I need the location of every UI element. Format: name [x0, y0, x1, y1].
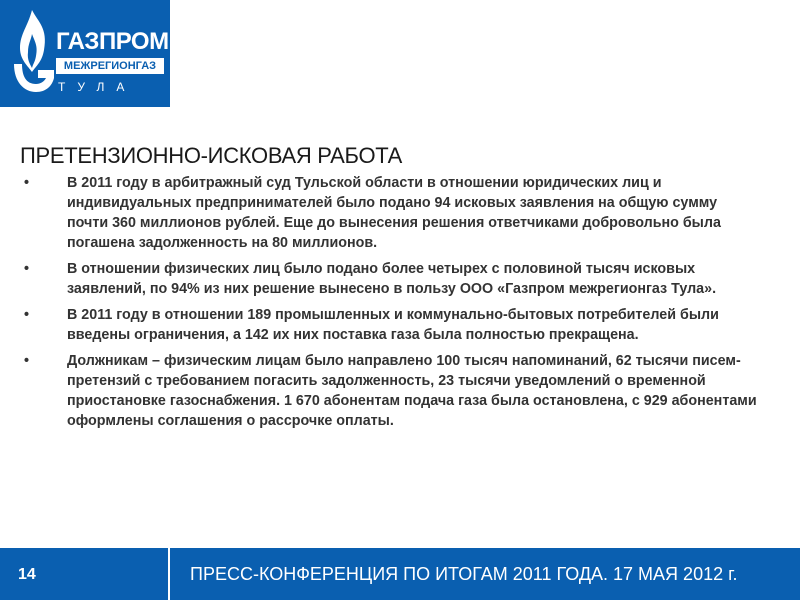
page-title: ПРЕТЕНЗИОННО-ИСКОВАЯ РАБОТА	[20, 143, 403, 168]
header-white-block	[170, 0, 800, 107]
logo-subtitle-text: МЕЖРЕГИОНГАЗ	[56, 58, 164, 74]
footer-bar	[0, 548, 800, 600]
flame-logo-icon	[8, 6, 56, 98]
page-number: 14	[18, 566, 36, 583]
slide-content	[0, 107, 800, 548]
bullet-icon: •	[24, 307, 30, 323]
logo-city-text: ТУЛА	[58, 80, 137, 94]
footer-divider	[168, 548, 170, 600]
bullet-icon: •	[24, 353, 30, 369]
list-item-text: В 2011 году в отношении 189 промышленных и коммунально-бытовых потребителей были введены ограничения, а 142 их них поставка газа была полностью прекращена.	[67, 307, 719, 343]
bullet-list	[0, 173, 790, 437]
list-item	[0, 173, 790, 253]
list-item	[0, 305, 790, 345]
list-item	[0, 259, 790, 299]
bullet-icon: •	[24, 175, 30, 191]
bullet-icon: •	[24, 261, 30, 277]
footer-caption: ПРЕСС-КОНФЕРЕНЦИЯ ПО ИТОГАМ 2011 ГОДА. 17 МАЯ 2012 г.	[190, 564, 738, 584]
list-item	[0, 351, 790, 431]
list-item-text: В отношении физических лиц было подано более четырех с половиной тысяч исковых заявлений, по 94% из них решение вынесено в пользу ООО «Газпром межрегионгаз Тула».	[67, 261, 717, 297]
list-item-text: В 2011 году в арбитражный суд Тульской области в отношении юридических лиц и индивидуальных предпринимателей было подано 94 исковых заявления на общую сумму почти 360 миллионов рублей. Еще до вынесения решения ответчиками добровольно была погашена задолженность на 80 миллионов.	[67, 175, 721, 251]
logo-name-text: ГАЗПРОМ	[56, 28, 169, 55]
header-bar	[0, 0, 800, 107]
list-item-text: Должникам – физическим лицам было направлено 100 тысяч напоминаний, 62 тысячи писем-претензий с требованием погасить задолженность, 23 тысячи уведомлений о временной приостановке газоснабжения. 1 670 абонентам подача газа была остановлена, с 929 абонентами оформлены соглашения о рассрочке оплаты.	[67, 353, 757, 429]
company-logo	[0, 0, 170, 107]
